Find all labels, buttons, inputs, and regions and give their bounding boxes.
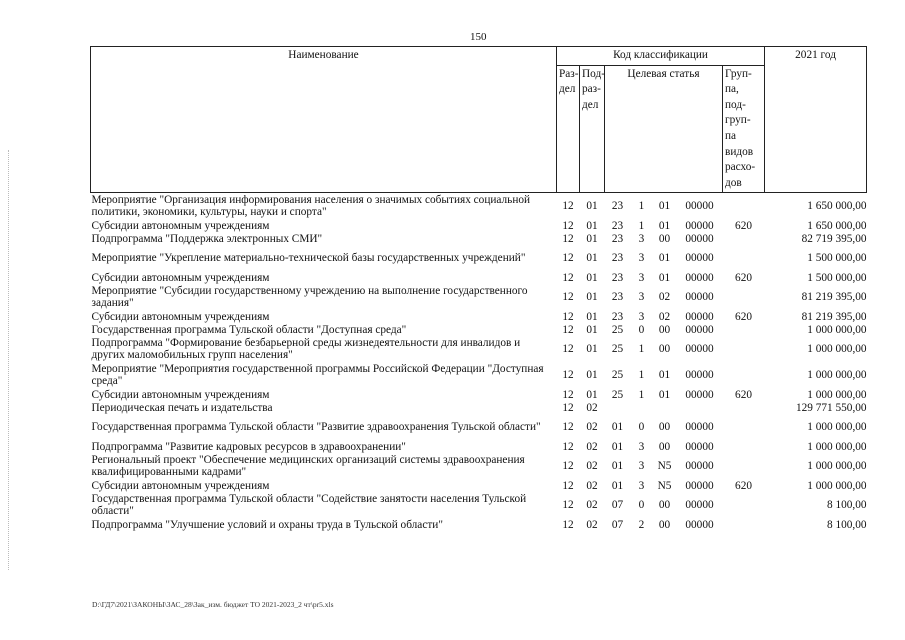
row-amount: 1 000 000,00 <box>807 323 867 336</box>
row-expense-group <box>723 245 765 271</box>
table-row <box>91 245 867 271</box>
row-amount: 82 719 395,00 <box>801 232 867 245</box>
row-target-program: 23 <box>611 271 624 284</box>
row-target-subprogram: 3 <box>638 252 645 265</box>
row-subsection: 02 <box>586 460 598 473</box>
margin-marks <box>8 150 13 570</box>
row-target-direction: 00000 <box>685 440 714 453</box>
header-subsection: Под- раз- дел <box>580 65 605 193</box>
row-expense-group <box>723 401 765 414</box>
row-section: 12 <box>562 291 574 304</box>
row-expense-group: 620 <box>735 219 752 232</box>
row-section: 12 <box>562 323 574 336</box>
row-expense-group <box>723 453 765 479</box>
table-row <box>91 518 867 531</box>
row-subsection: 01 <box>586 388 598 401</box>
row-amount: 81 219 395,00 <box>801 291 867 304</box>
row-target-measure: 00 <box>658 499 671 512</box>
row-subsection: 01 <box>586 271 598 284</box>
row-amount: 8 100,00 <box>827 499 867 512</box>
row-target-program: 25 <box>611 388 624 401</box>
header-target-article: Целевая статья <box>605 65 723 193</box>
row-amount: 1 000 000,00 <box>807 388 867 401</box>
row-name: Подпрограмма "Формирование безбарьерной среды жизнедеятельности для инвалидов и других маломобильных групп населения" <box>91 337 521 362</box>
row-target-program: 23 <box>611 232 624 245</box>
row-target-subprogram: 0 <box>638 499 645 512</box>
row-target-program: 23 <box>611 310 624 323</box>
table-row <box>91 492 867 518</box>
table-row <box>91 284 867 310</box>
row-target-measure: 00 <box>658 323 671 336</box>
row-target-subprogram: 3 <box>638 232 645 245</box>
row-expense-group <box>723 323 765 336</box>
row-name: Региональный проект "Обеспечение медицинских организаций системы здравоохранения квалифицированными кадрами" <box>91 454 525 479</box>
row-target-direction: 00000 <box>685 271 714 284</box>
row-target-measure: 00 <box>658 232 671 245</box>
row-target-subprogram: 0 <box>638 421 645 434</box>
row-target-subprogram: 1 <box>638 388 645 401</box>
row-target-direction: 00000 <box>685 200 714 213</box>
row-target-program: 23 <box>611 291 624 304</box>
table-row <box>91 310 867 323</box>
table-row <box>91 440 867 453</box>
row-section: 12 <box>562 388 574 401</box>
row-target-direction: 00000 <box>685 479 714 492</box>
row-target-program <box>605 401 631 414</box>
row-expense-group <box>723 414 765 440</box>
row-amount: 1 000 000,00 <box>807 460 867 473</box>
row-target-program: 23 <box>611 200 624 213</box>
row-target-direction: 00000 <box>685 323 714 336</box>
row-section: 12 <box>562 499 574 512</box>
row-expense-group <box>723 362 765 388</box>
row-amount: 8 100,00 <box>827 518 867 531</box>
row-name: Подпрограмма "Развитие кадровых ресурсов в здравоохранении" <box>91 440 406 453</box>
row-target-direction: 00000 <box>685 343 714 356</box>
row-target-direction: 00000 <box>685 499 714 512</box>
table-row <box>91 453 867 479</box>
row-subsection: 01 <box>586 232 598 245</box>
row-target-measure <box>653 401 677 414</box>
row-target-subprogram: 0 <box>638 323 645 336</box>
header-classification-code: Код классификации <box>557 47 765 66</box>
row-target-program: 01 <box>611 479 624 492</box>
row-target-measure: 02 <box>658 291 671 304</box>
table-row <box>91 388 867 401</box>
row-section: 12 <box>562 421 574 434</box>
row-subsection: 01 <box>586 200 598 213</box>
row-name: Мероприятие "Мероприятия государственной программы Российской Федерации "Доступная среда" <box>91 363 544 388</box>
table-row <box>91 479 867 492</box>
row-target-measure: 02 <box>658 310 671 323</box>
page-number: 150 <box>470 31 487 43</box>
header-section: Раз- дел <box>557 65 580 193</box>
row-subsection: 01 <box>586 343 598 356</box>
row-target-direction: 00000 <box>685 369 714 382</box>
row-target-subprogram: 3 <box>638 440 645 453</box>
row-amount: 1 650 000,00 <box>807 219 867 232</box>
row-target-program: 01 <box>611 421 624 434</box>
row-subsection: 01 <box>586 291 598 304</box>
row-target-program: 25 <box>611 343 624 356</box>
row-expense-group <box>723 232 765 245</box>
row-subsection: 02 <box>586 421 598 434</box>
row-target-subprogram: 1 <box>638 200 645 213</box>
row-amount: 1 000 000,00 <box>807 369 867 382</box>
row-section: 12 <box>562 479 574 492</box>
row-target-subprogram: 1 <box>638 369 645 382</box>
row-target-program: 25 <box>611 369 624 382</box>
row-amount: 129 771 550,00 <box>795 401 867 414</box>
row-expense-group: 620 <box>735 271 752 284</box>
row-subsection: 01 <box>586 219 598 232</box>
row-section: 12 <box>562 460 574 473</box>
row-expense-group: 620 <box>735 310 752 323</box>
row-target-subprogram: 3 <box>638 460 645 473</box>
row-target-direction: 00000 <box>685 252 714 265</box>
row-target-direction: 00000 <box>685 232 714 245</box>
row-target-subprogram: 3 <box>638 271 645 284</box>
row-subsection: 01 <box>586 310 598 323</box>
budget-table <box>90 46 867 531</box>
row-name: Государственная программа Тульской области "Доступная среда" <box>91 323 407 336</box>
row-target-measure: 00 <box>658 421 671 434</box>
row-subsection: 01 <box>586 369 598 382</box>
row-target-subprogram: 1 <box>638 219 645 232</box>
row-target-program: 07 <box>611 499 624 512</box>
row-name: Подпрограмма "Улучшение условий и охраны труда в Тульской области" <box>91 518 443 531</box>
row-name: Мероприятие "Организация информирования населения о значимых событиях социальной политики, экономики, культуры, науки и спорта" <box>91 194 531 219</box>
row-expense-group <box>723 336 765 362</box>
row-target-direction: 00000 <box>685 518 714 531</box>
row-target-measure: 01 <box>658 271 671 284</box>
row-name: Субсидии автономным учреждениям <box>91 271 270 284</box>
row-name: Субсидии автономным учреждениям <box>91 388 270 401</box>
row-target-measure: 00 <box>658 440 671 453</box>
table-row <box>91 336 867 362</box>
row-target-measure: 00 <box>658 343 671 356</box>
row-name: Подпрограмма "Поддержка электронных СМИ" <box>91 232 323 245</box>
row-target-measure: 01 <box>658 200 671 213</box>
row-name: Субсидии автономным учреждениям <box>91 479 270 492</box>
row-target-direction: 00000 <box>685 460 714 473</box>
row-target-subprogram: 3 <box>638 310 645 323</box>
row-target-subprogram: 2 <box>638 518 645 531</box>
table-row <box>91 193 867 220</box>
row-target-measure: 01 <box>658 219 671 232</box>
row-target-direction: 00000 <box>685 310 714 323</box>
row-amount: 1 500 000,00 <box>807 271 867 284</box>
row-expense-group <box>723 193 765 220</box>
row-target-program: 23 <box>611 219 624 232</box>
row-section: 12 <box>562 440 574 453</box>
row-expense-group <box>723 284 765 310</box>
row-amount: 1 000 000,00 <box>807 343 867 356</box>
row-target-measure: 01 <box>658 388 671 401</box>
row-amount: 1 500 000,00 <box>807 252 867 265</box>
row-expense-group: 620 <box>735 388 752 401</box>
row-amount: 1 000 000,00 <box>807 479 867 492</box>
header-expense-group: Груп- па, под- груп- па видов расхо- дов <box>723 65 765 193</box>
row-expense-group <box>723 440 765 453</box>
header-name: Наименование <box>91 47 557 193</box>
row-target-program: 07 <box>611 518 624 531</box>
row-target-subprogram <box>631 401 653 414</box>
table-row <box>91 401 867 414</box>
table-row <box>91 362 867 388</box>
row-target-direction: 00000 <box>685 291 714 304</box>
row-amount: 81 219 395,00 <box>801 310 867 323</box>
row-name: Государственная программа Тульской области "Содействие занятости населения Тульской области" <box>91 493 527 518</box>
row-target-program: 01 <box>611 440 624 453</box>
row-section: 12 <box>562 518 574 531</box>
table-body <box>91 193 867 532</box>
row-expense-group <box>723 492 765 518</box>
row-name: Субсидии автономным учреждениям <box>91 310 270 323</box>
row-section: 12 <box>562 401 574 414</box>
row-name: Мероприятие "Укрепление материально-технической базы государственных учреждений" <box>91 252 526 265</box>
table-row <box>91 271 867 284</box>
row-target-measure: 01 <box>658 252 671 265</box>
row-section: 12 <box>562 310 574 323</box>
row-amount: 1 650 000,00 <box>807 200 867 213</box>
row-target-direction: 00000 <box>685 388 714 401</box>
row-target-subprogram: 1 <box>638 343 645 356</box>
row-target-program: 23 <box>611 252 624 265</box>
row-subsection: 02 <box>586 401 598 414</box>
row-section: 12 <box>562 252 574 265</box>
row-amount: 1 000 000,00 <box>807 440 867 453</box>
table-row <box>91 232 867 245</box>
row-section: 12 <box>562 343 574 356</box>
row-target-measure: 01 <box>658 369 671 382</box>
row-subsection: 02 <box>586 499 598 512</box>
row-section: 12 <box>562 200 574 213</box>
row-section: 12 <box>562 219 574 232</box>
row-target-program: 25 <box>611 323 624 336</box>
row-target-program: 01 <box>611 460 624 473</box>
row-target-measure: N5 <box>657 479 672 492</box>
row-section: 12 <box>562 369 574 382</box>
row-name: Периодическая печать и издательства <box>91 401 273 414</box>
row-target-subprogram: 3 <box>638 479 645 492</box>
row-target-direction <box>677 401 723 414</box>
table-row <box>91 219 867 232</box>
row-subsection: 01 <box>586 323 598 336</box>
table-row <box>91 414 867 440</box>
row-target-measure: 00 <box>658 518 671 531</box>
row-target-subprogram: 3 <box>638 291 645 304</box>
row-name: Государственная программа Тульской области "Развитие здравоохранения Тульской области" <box>91 421 541 434</box>
row-subsection: 02 <box>586 518 598 531</box>
header-year: 2021 год <box>765 47 867 193</box>
row-section: 12 <box>562 232 574 245</box>
row-subsection: 02 <box>586 479 598 492</box>
row-target-direction: 00000 <box>685 219 714 232</box>
row-expense-group: 620 <box>735 479 752 492</box>
row-target-direction: 00000 <box>685 421 714 434</box>
row-name: Мероприятие "Субсидии государственному учреждению на выполнение государственного задания" <box>91 285 528 310</box>
row-expense-group <box>723 518 765 531</box>
row-name: Субсидии автономным учреждениям <box>91 219 270 232</box>
row-subsection: 01 <box>586 252 598 265</box>
row-amount: 1 000 000,00 <box>807 421 867 434</box>
row-section: 12 <box>562 271 574 284</box>
file-path-footer: D:\ГД7\2021\ЗАКОНЫ\ЗАС_28\Зак_изм. бюджет ТО 2021-2023_2 чт\pr5.xls <box>92 600 334 609</box>
table-row <box>91 323 867 336</box>
row-target-measure: N5 <box>657 460 672 473</box>
row-subsection: 02 <box>586 440 598 453</box>
